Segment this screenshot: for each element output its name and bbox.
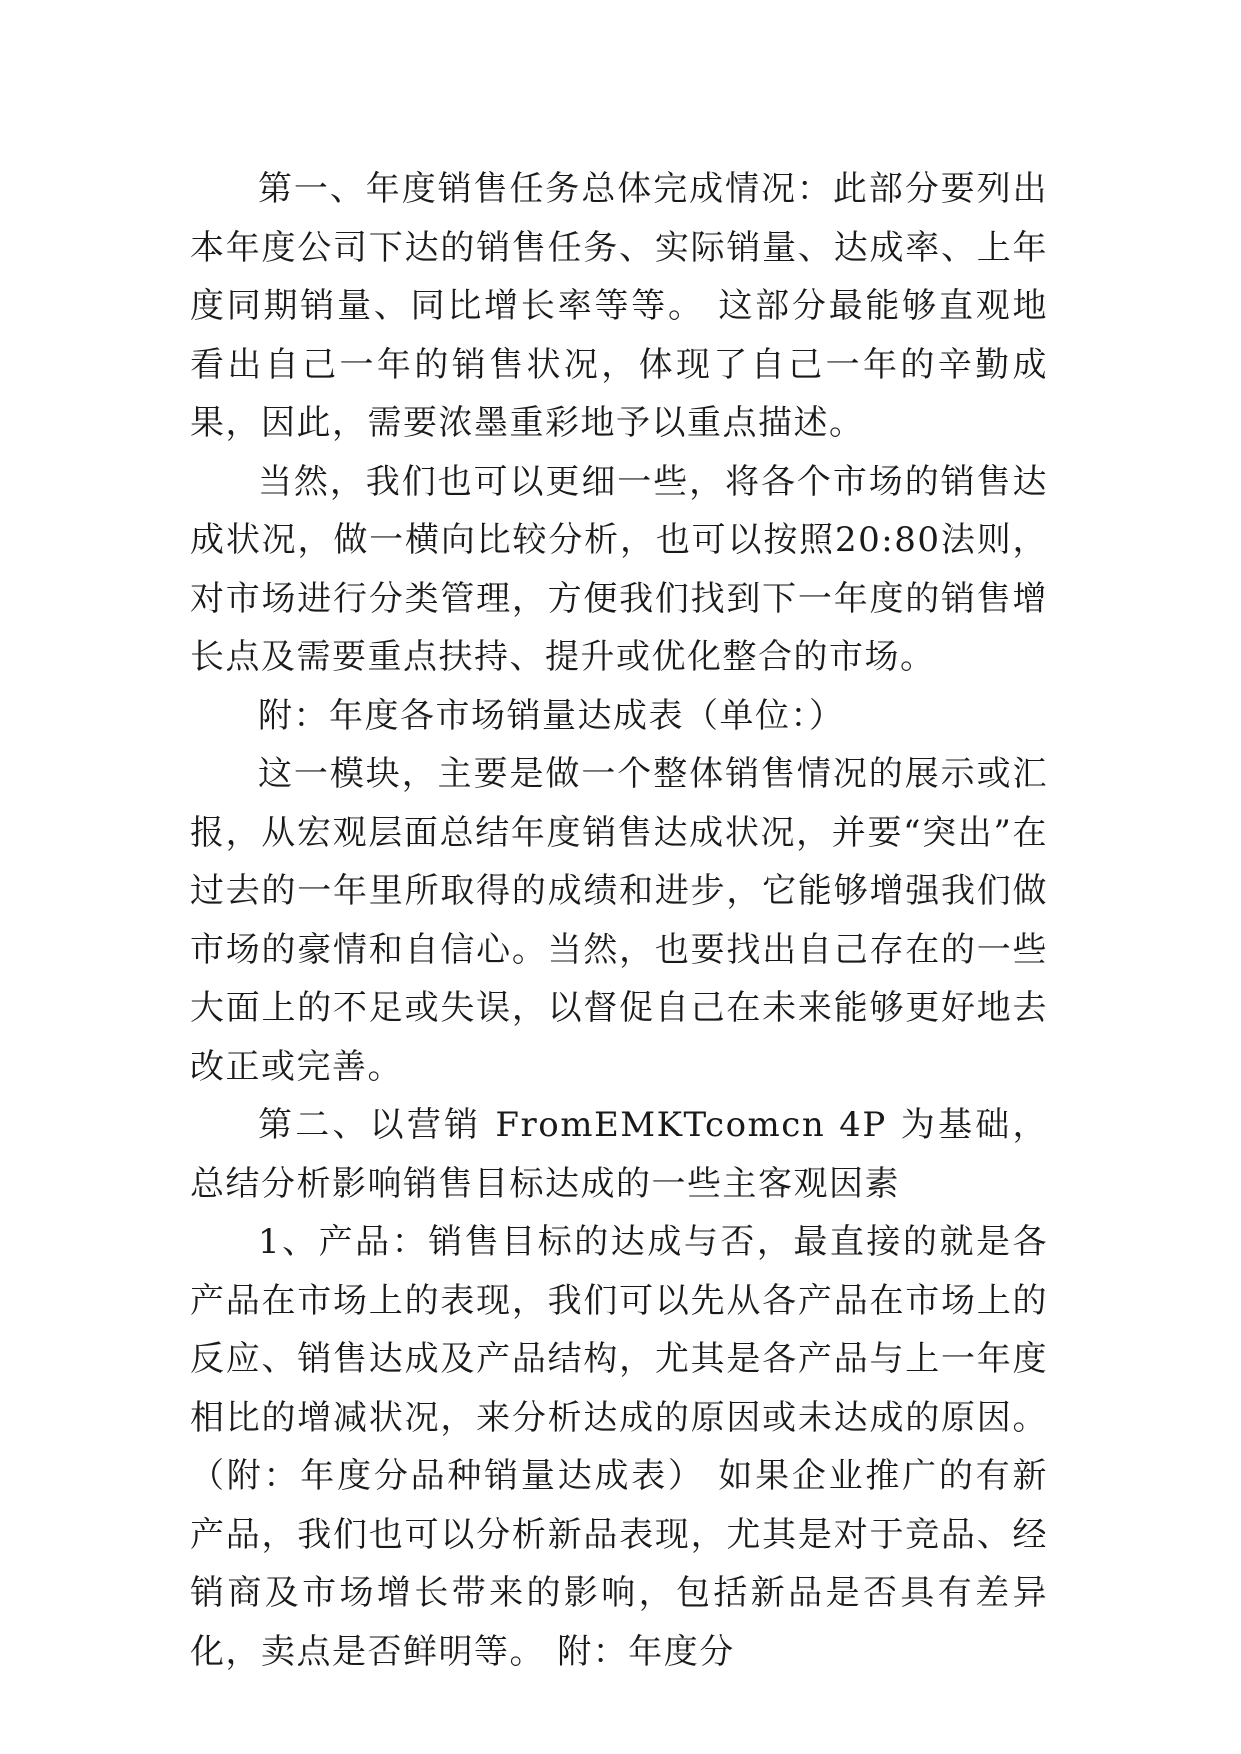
paragraph-4p-analysis-heading: 第二、以营销 FromEMKTcomcn 4P 为基础，总结分析影响销售目标达成的一些主客观因素: [190, 1105, 1048, 1204]
paragraph-market-comparison: 当然，我们也可以更细一些，将各个市场的销售达成状况，做一横向比较分析，也可以按照20:80法则，对市场进行分类管理，方便我们找到下一年度的销售增长点及需要重点扶持、提升或优化整合的市场。: [190, 461, 1048, 677]
paragraph-annual-sales-overview: 第一、年度销售任务总体完成情况：此部分要列出本年度公司下达的销售任务、实际销量、达成率、上年度同期销量、同比增长率等等。 这部分最能够直观地看出自己一年的销售状况，体现了自己一年的辛勤成果，因此，需要浓墨重彩地予以重点描述。: [190, 169, 1048, 443]
paragraph-product-analysis: 1、产品：销售目标的达成与否，最直接的就是各产品在市场上的表现，我们可以先从各产品在市场上的反应、销售达成及产品结构，尤其是各产品与上一年度相比的增减状况，来分析达成的原因或未达成的原因。（附：年度分品种销量达成表） 如果企业推广的有新产品，我们也可以分析新品表现，尤其是对于竞品、经销商及市场增长带来的影响，包括新品是否具有差异化，卖点是否鲜明等。 附：年度分: [190, 1222, 1048, 1672]
paragraph-attachment-market-table: 附：年度各市场销量达成表（单位：）: [258, 695, 845, 736]
paragraph-module-summary: 这一模块，主要是做一个整体销售情况的展示或汇报，从宏观层面总结年度销售达成状况，并要“突出”在过去的一年里所取得的成绩和进步，它能够增强我们做市场的豪情和自信心。当然，也要找出自己存在的一些大面上的不足或失误，以督促自己在未来能够更好地去改正或完善。: [190, 754, 1048, 1087]
document-body: [190, 160, 1048, 1681]
